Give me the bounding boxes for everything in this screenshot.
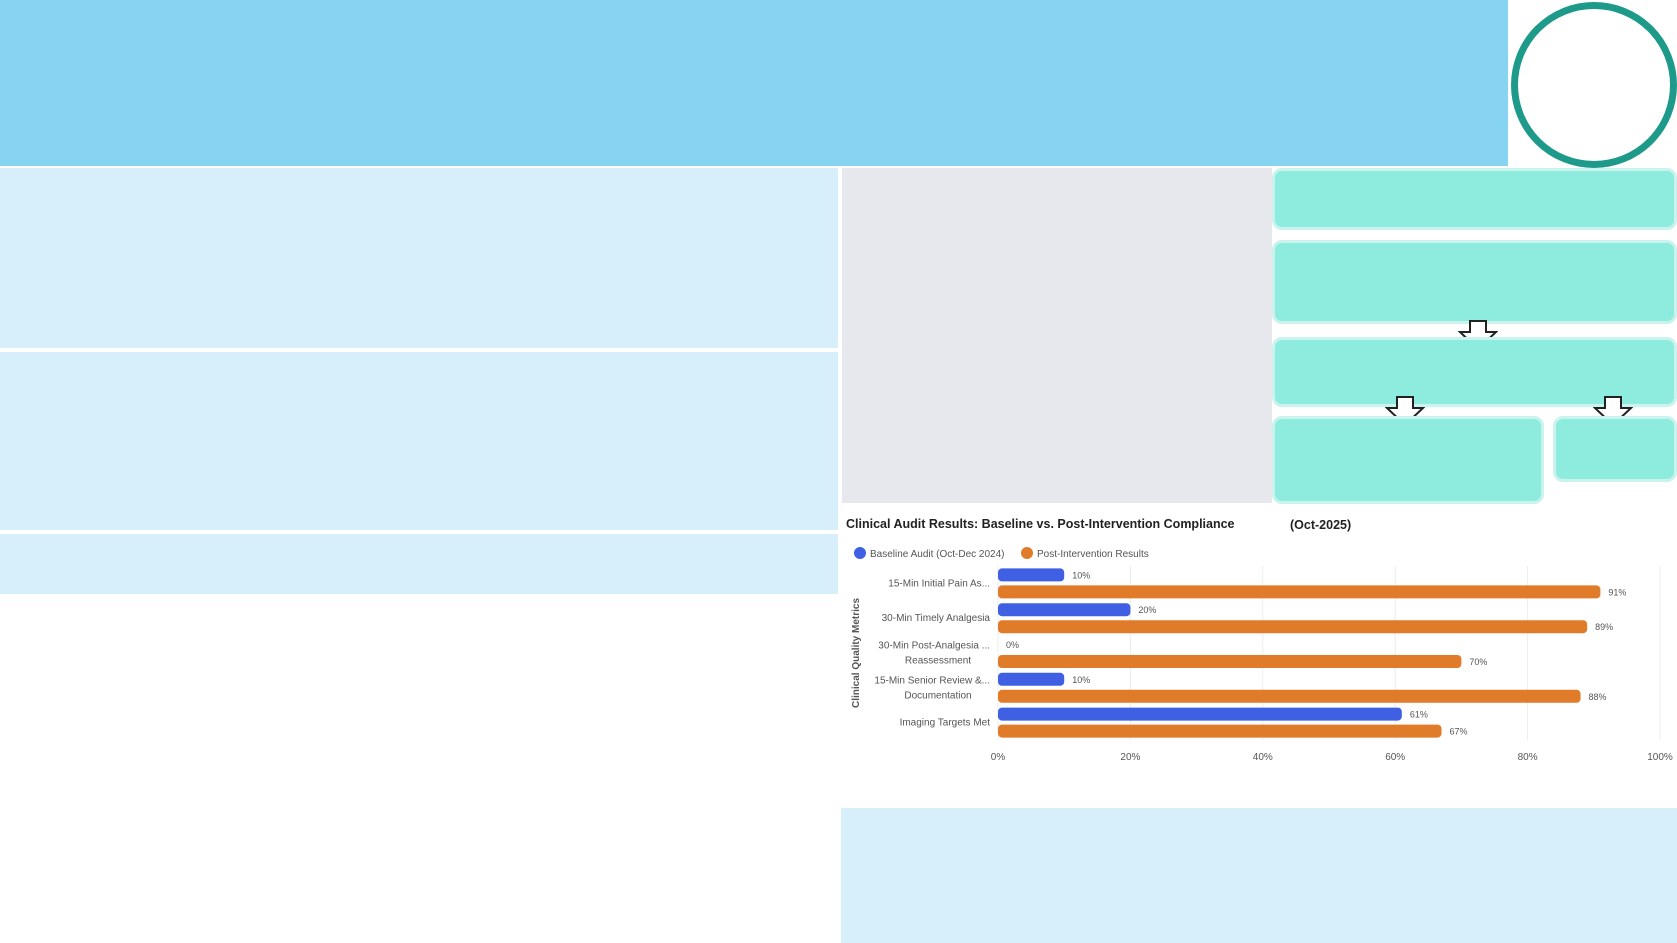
chart-title: Clinical Audit Results: Baseline vs. Post-Intervention Compliance [846, 517, 1235, 531]
y-tick-label: 15-Min Senior Review &... [874, 675, 990, 687]
data-label: 67% [1449, 726, 1468, 737]
y-tick-label: 15-Min Initial Pain As... [888, 578, 990, 590]
x-tick-label: 40% [1252, 752, 1273, 763]
x-tick-label: 80% [1517, 752, 1538, 763]
aim-panel [0, 352, 838, 530]
data-label: 91% [1608, 587, 1627, 598]
bar [998, 585, 1600, 598]
conclusion-panel [841, 808, 1677, 943]
baseline-chart [0, 598, 838, 943]
bar [998, 620, 1587, 633]
y-tick-label: 30-Min Timely Analgesia [881, 613, 990, 625]
legend-marker [1021, 547, 1033, 559]
data-label: 10% [1072, 570, 1091, 581]
y-tick-label: Reassessment [904, 655, 972, 667]
proforma-box-imaging [1272, 416, 1544, 504]
x-tick-label: 100% [1647, 752, 1673, 763]
data-label: 70% [1469, 657, 1488, 667]
chart-title-suffix: (Oct-2025) [1290, 518, 1352, 532]
y-tick-label: 30-Min Post-Analgesia ... [878, 640, 990, 652]
y-tick-label: Imaging Targets Met [899, 717, 990, 729]
y-tick-label: Documentation [904, 690, 972, 702]
data-label: 61% [1409, 709, 1428, 720]
baseline-panel [0, 534, 838, 594]
bar [998, 568, 1064, 581]
bar [998, 708, 1402, 721]
legend-label: Post-Intervention Results [1037, 549, 1149, 560]
comparison-chart [842, 508, 1677, 806]
bar [998, 673, 1064, 686]
data-label: 89% [1595, 622, 1614, 633]
x-tick-label: 60% [1385, 752, 1406, 763]
bar [998, 690, 1581, 703]
x-tick-label: 20% [1120, 752, 1141, 763]
poster-header [0, 0, 1508, 166]
proforma-box-trauma-call [1553, 416, 1677, 482]
y-axis-label: Clinical Quality Metrics [851, 597, 862, 709]
introduction-panel [0, 168, 838, 348]
logo-ring [1511, 2, 1677, 168]
data-label: 10% [1072, 674, 1091, 685]
proforma-box-triage [1272, 240, 1677, 324]
bar [998, 655, 1461, 668]
x-tick-label: 0% [990, 752, 1006, 763]
legend-marker [854, 547, 866, 559]
methods-panel [842, 168, 1272, 503]
bar [998, 603, 1130, 616]
data-label: 88% [1588, 691, 1607, 702]
nhs-logo [1508, 0, 1677, 166]
bar [998, 725, 1442, 738]
proforma-title [1272, 168, 1677, 230]
data-label: 0% [1006, 640, 1020, 650]
legend-label: Baseline Audit (Oct-Dec 2024) [870, 549, 1005, 560]
data-label: 20% [1138, 605, 1157, 616]
